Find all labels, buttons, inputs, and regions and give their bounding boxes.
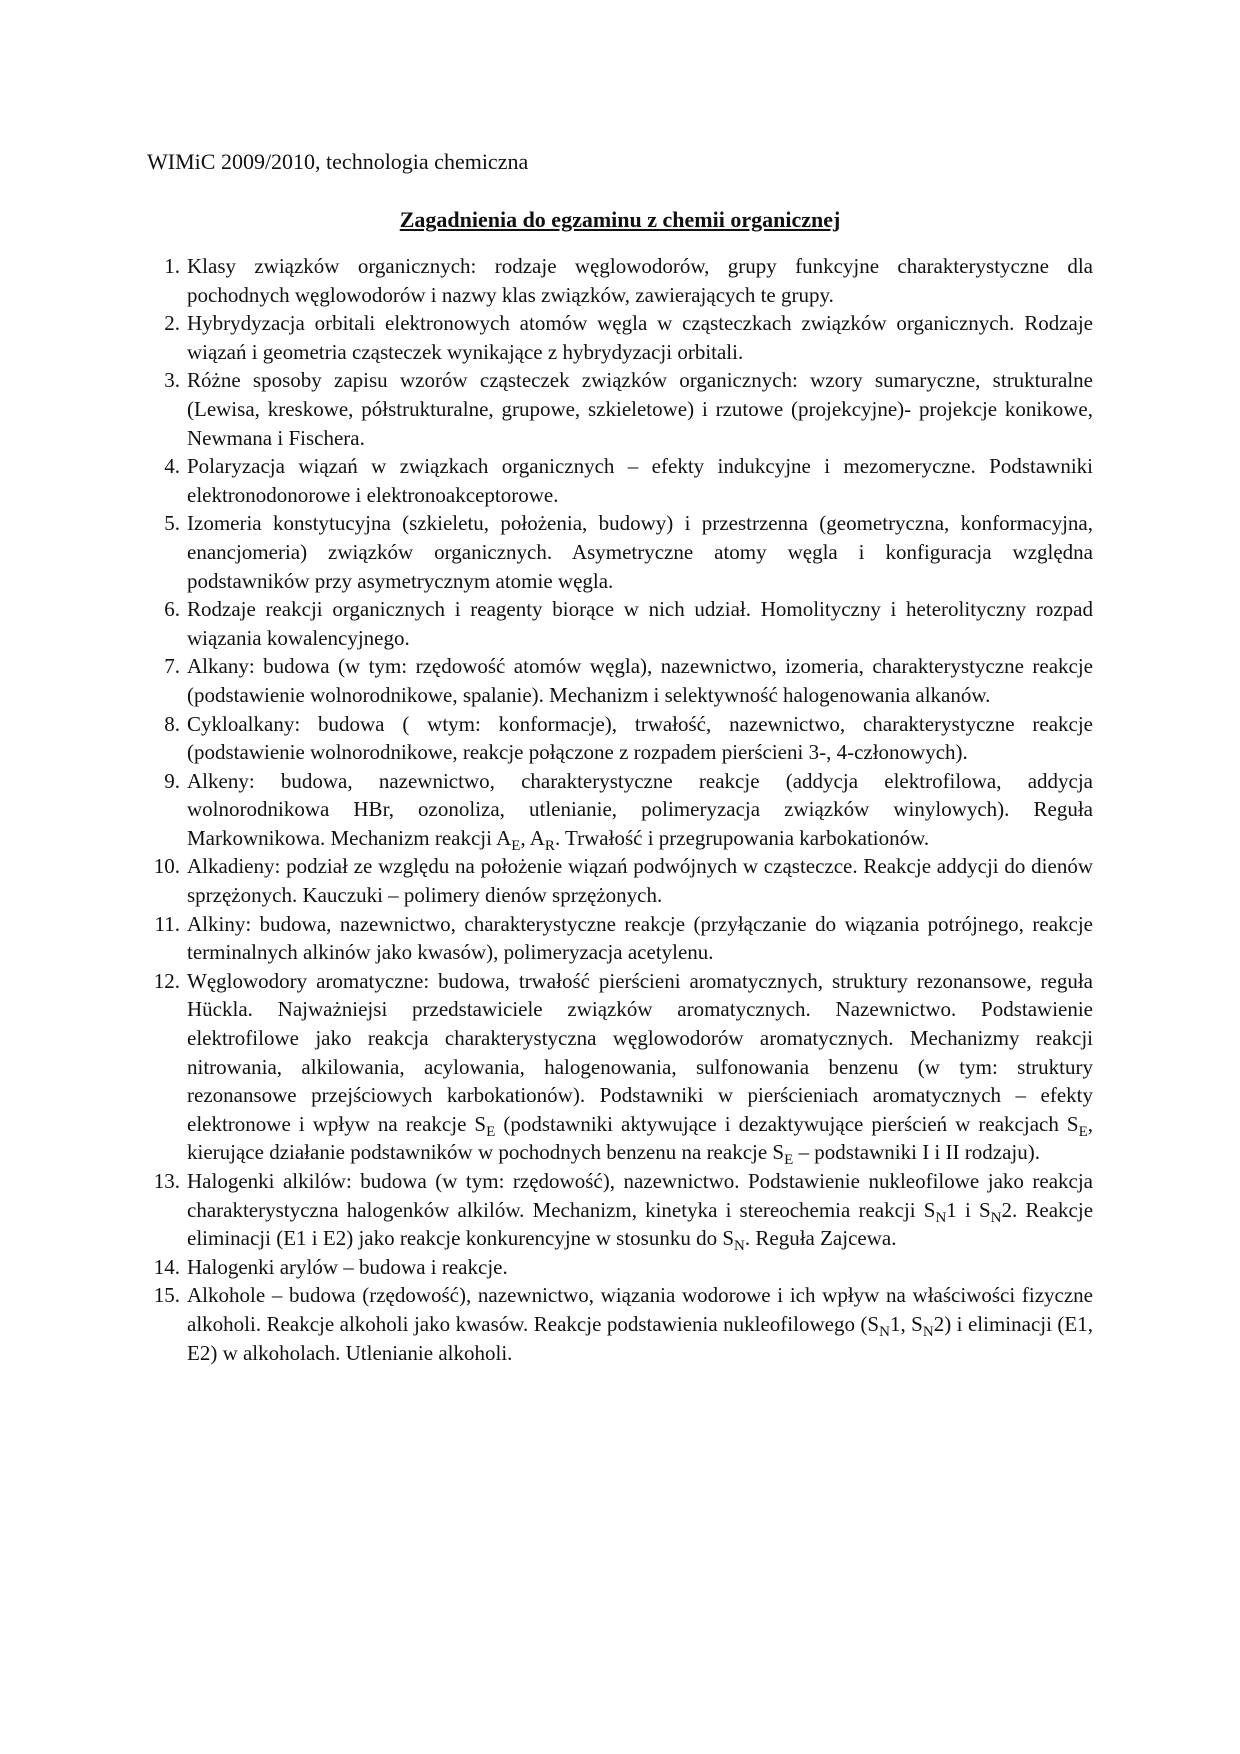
topic-item [147,852,1093,909]
topics-list [147,252,1093,1367]
topic-item [147,366,1093,452]
topic-text: Alkohole – budowa (rzędowość), nazewnictwo, wiązania wodorowe i ich wpływ na właściwości fizyczne alkoholi. Reakcje alkoholi jako kwasów. Reakcje podstawienia nukleofilowego ($S_N1$, $S_N2$) i eliminacji (E1, E2) w alkoholach. Utlenianie alkoholi. [187,1283,1093,1365]
topic-text: Cykloalkany: budowa ( wtym: konformacje), trwałość, nazewnictwo, charakterystyczne reakcje (podstawienie wolnorodnikowe, reakcje połączone z rozpadem pierścieni 3-, 4-członowych). [187,711,1093,765]
topic-item [147,910,1093,967]
topic-number: 15. [153,1283,180,1308]
topic-item [147,595,1093,652]
topic-item [147,1167,1093,1253]
topic-number: 8. [164,711,180,736]
topic-number: 10. [153,854,180,879]
topic-text: Hybrydyzacja orbitali elektronowych atomów węgla w cząsteczkach związków organicznych. Rodzaje wiązań i geometria cząsteczek wynikające z hybrydyzacji orbitali. [187,311,1093,364]
document-page [147,148,1093,1367]
topic-item [147,509,1093,595]
topic-text: Alkadieny: podział ze względu na położenie wiązań podwójnych w cząsteczce. Reakcje addycji do dienów sprzężonych. Kauczuki – polimery dienów sprzężonych. [187,854,1093,908]
topic-text: Alkany: budowa (w tym: rzędowość atomów węgla), nazewnictwo, izomeria, charakterystyczne reakcje (podstawienie wolnorodnikowe, spalanie). Mechanizm i selektywność halogenowania alkanów. [187,654,1093,707]
topic-text: Polaryzacja wiązań w związkach organicznych – efekty indukcyjne i mezomeryczne. Podstawniki elektronodonorowe i elektronoakceptorowe. [187,454,1093,507]
topic-item [147,452,1093,509]
topic-text: Alkeny: budowa, nazewnictwo, charakterystyczne reakcje (addycja elektrofilowa, addycja wolnorodnikowa HBr, ozonoliza, utlenianie, polimeryzacja związków winylowych). Reguła Markownikowa. Mechanizm reakcji $A_E$, $A_R$. Trwałość i przegrupowania karbokationów. [187,768,1093,855]
topic-number: 7. [164,654,180,679]
topic-text: Halogenki alkilów: budowa (w tym: rzędowość), nazewnictwo. Podstawienie nukleofilowe jako reakcja charakterystyczna halogenków alkilów. Mechanizm, kinetyka i stereochemia reakcji $S_N1$ i $S_N2$. Reakcje eliminacji (E1 i E2) jako reakcje konkurencyjne w stosunku do $S_N$. Reguła Zajcewa. [187,1169,1094,1255]
topic-item [147,967,1093,1167]
topic-number: 9. [164,768,180,793]
topic-text: Węglowodory aromatyczne: budowa, trwałość pierścieni aromatycznych, struktury rezonansowe, reguła Hückla. Najważniejsi przedstawiciele związków aromatycznych. Nazewnictwo. Podstawienie elektrofilowe jako reakcja charakterystyczna węglowodorów aromatycznych. Mechanizmy reakcji nitrowania, alkilowania, acylowania, halogenowania, sulfonowania benzenu (w tym: struktury rezonansowe przejściowych karbokationów). Podstawniki w pierścieniach aromatycznych – efekty elektronowe i wpływ na reakcje $S_E$ (podstawniki aktywujące i dezaktywujące pierścień w reakcjach $S_E$, kierujące działanie podstawników w pochodnych benzenu na reakcje $S_E$ – podstawniki I i II rodzaju). [187,968,1093,1169]
topic-number: 1. [164,254,180,278]
topic-text: Alkiny: budowa, nazewnictwo, charakterystyczne reakcje (przyłączanie do wiązania potrójnego, reakcje terminalnych alkinów jako kwasów), polimeryzacja acetylenu. [187,911,1093,965]
topic-text: Halogenki arylów – budowa i reakcje. [187,1254,508,1279]
topic-item [147,1253,1093,1282]
topic-number: 6. [164,597,180,622]
topic-text: Różne sposoby zapisu wzorów cząsteczek związków organicznych: wzory sumaryczne, strukturalne (Lewisa, kreskowe, półstrukturalne, grupowe, szkieletowe) i rzutowe (projekcyjne)- projekcje konikowe, Newmana i Fischera. [187,368,1093,450]
topic-number: 12. [153,968,180,993]
topic-text: Klasy związków organicznych: rodzaje węglowodorów, grupy funkcyjne charakterystyczne dla pochodnych węglowodorów i nazwy klas związków, zawierających te grupy. [187,254,1093,307]
topic-text: Izomeria konstytucyjna (szkieletu, położenia, budowy) i przestrzenna (geometryczna, konformacyjna, enancjomeria) związków organicznych. Asymetryczne atomy węgla i konfiguracja względna podstawników przy asymetrycznym atomie węgla. [187,511,1093,593]
topic-number: 5. [164,511,180,536]
topic-number: 4. [164,454,180,479]
document-title: Zagadnienia do egzaminu z chemii organicznej [399,207,841,232]
topic-number: 2. [164,311,180,336]
document-header: WIMiC 2009/2010, technologia chemiczna [147,149,529,174]
topic-number: 3. [164,368,180,393]
topic-item [147,252,1093,309]
topic-item [147,710,1093,767]
topic-item [147,309,1093,366]
topic-text: Rodzaje reakcji organicznych i reagenty biorące w nich udział. Homolityczny i heterolityczny rozpad wiązania kowalencyjnego. [187,597,1093,650]
topic-number: 11. [154,911,180,936]
topic-item [147,1281,1093,1367]
topic-item [147,767,1093,853]
topic-number: 13. [153,1169,180,1193]
topic-item [147,652,1093,709]
topic-number: 14. [153,1254,180,1279]
